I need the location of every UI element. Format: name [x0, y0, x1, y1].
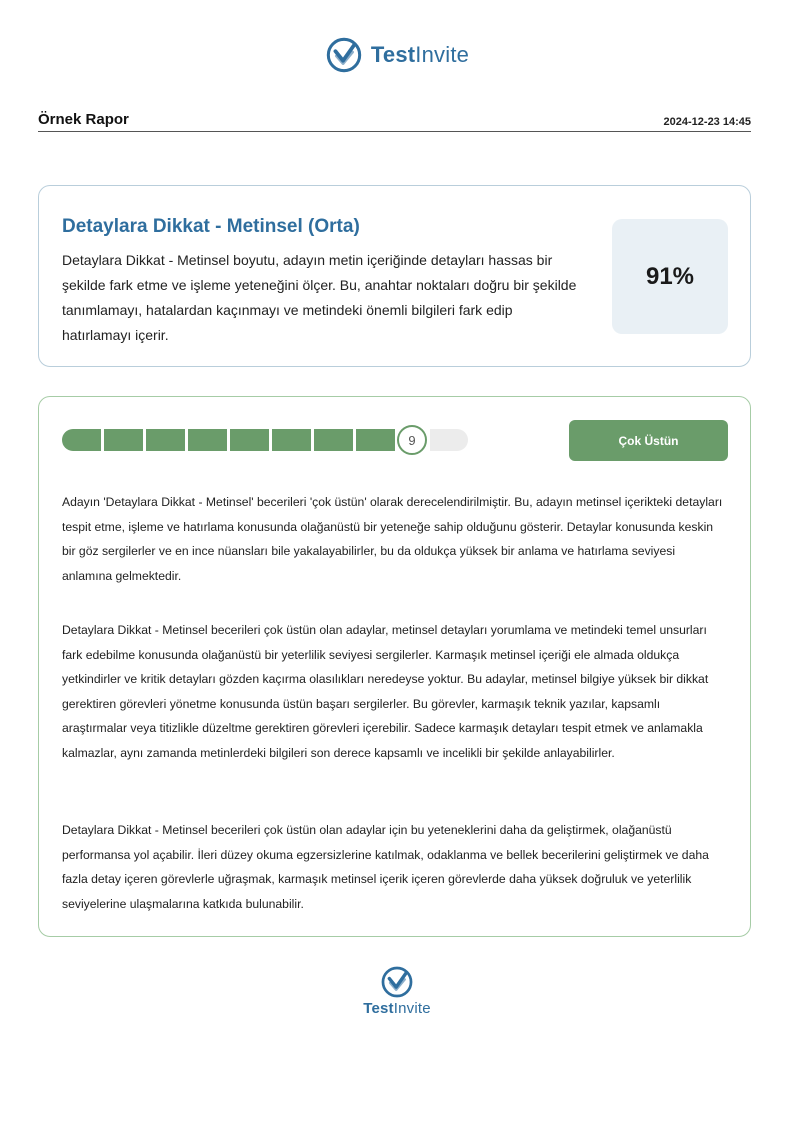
- level-segment-filled: [188, 429, 227, 451]
- level-progress-bar: [62, 429, 484, 451]
- evaluation-card: [38, 396, 751, 937]
- level-segment-filled: [230, 429, 269, 451]
- level-segment-filled: [104, 429, 143, 451]
- level-label: Çok Üstün: [618, 433, 679, 448]
- level-segment-empty: [430, 429, 468, 451]
- check-badge-icon: [325, 36, 363, 74]
- report-header: [38, 111, 751, 132]
- level-segment-filled: [356, 429, 395, 451]
- score-box: [612, 219, 728, 334]
- level-segment-filled: [314, 429, 353, 451]
- report-title: Örnek Rapor: [38, 111, 129, 128]
- level-indicator-knob: 9: [397, 425, 427, 455]
- level-segment-filled: [62, 429, 101, 451]
- brand-name: TestInvite: [363, 1000, 431, 1017]
- check-badge-icon: [380, 965, 414, 999]
- report-date: 2024-12-23 14:45: [663, 116, 751, 128]
- score-value: 91%: [645, 262, 695, 290]
- header-logo: [0, 36, 794, 74]
- level-segment-filled: [272, 429, 311, 451]
- evaluation-paragraph: Adayın 'Detaylara Dikkat - Metinsel' becerileri 'çok üstün' olarak derecelendirilmiştir. Bu, adayın metinsel içerikteki detayları tespit etme, işleme ve hatırlama konusunda olağanüstü bir yeteneğe sahip olduğunu gösterir. Detaylar konusunda keskin bir göz sergilerler ve en ince nüansları bile yakalayabilirler, bu da oldukça yüksek bir anlama ve hatırlama seviyesi anlamına gelmektedir.: [62, 495, 723, 583]
- dimension-title: Detaylara Dikkat - Metinsel (Orta): [62, 216, 360, 237]
- evaluation-paragraph: Detaylara Dikkat - Metinsel becerileri çok üstün olan adaylar için bu yeteneklerini daha da geliştirmek, olağanüstü performansa yol açabilir. İleri düzey okuma egzersizlerine katılmak, odaklanma ve bellek becerilerini geliştirmek ve daha fazla detay içeren görevlerle uğraşmak, karmaşık metinsel içerik içeren görevlerde daha yüksek doğruluk ve yeterlilik seviyelerine ulaşmalarına katkıda bulunabilir.: [62, 823, 709, 911]
- level-label-button: [569, 420, 728, 461]
- evaluation-paragraph: Detaylara Dikkat - Metinsel becerileri çok üstün olan adaylar, metinsel detayları yorumlama ve metindeki temel unsurları fark edebilme konusunda olağanüstü bir yeterlilik seviyesi sergilerler. Karmaşık metinsel içeriği ele almada oldukça yetkindirler ve kritik detayları gözden kaçırma olasılıkları neredeyse yoktur. Bu adaylar, metinsel bilgiye yüksek bir dikkat gerektiren görevleri yönetme konusunda üstün başarı sergilerler. Bu görevler, karmaşık teknik yazılar, kapsamlı araştırmalar veya titizlikle düzeltme gerektiren görevleri içerebilir. Sadece karmaşık detayları tespit etmek ve anlamakla kalmazlar, aynı zamanda metinlerdeki bilgileri son derece kapsamlı ve incelikli bir şekilde anlayabilirler.: [62, 623, 709, 760]
- level-segment-filled: [146, 429, 185, 451]
- footer-logo: [0, 965, 794, 1017]
- dimension-card: [38, 185, 751, 367]
- brand-name: TestInvite: [370, 42, 470, 67]
- dimension-description: Detaylara Dikkat - Metinsel boyutu, adayın metin içeriğinde detayları hassas bir şekilde fark etme ve işleme yeteneğini ölçer. Bu, anahtar noktaları doğru bir şekilde tanımlamayı, hatalardan kaçınmayı ve metindeki önemli bilgileri fark edip hatırlamayı içerir.: [62, 252, 577, 343]
